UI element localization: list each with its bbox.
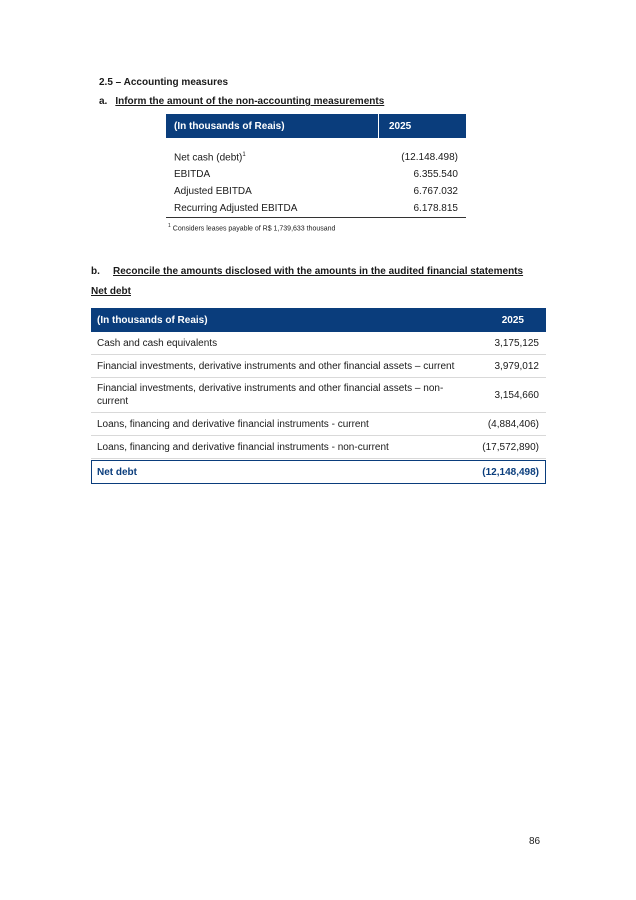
table-b-header [91,308,546,332]
row-value: 3,154,660 [494,389,539,401]
row-value: 6.178.815 [413,203,458,214]
table-row [91,332,546,355]
table-row [91,413,546,436]
footnote-text: Considers leases payable of R$ 1,739,633 thousand [172,225,336,233]
page-number: 86 [529,836,541,847]
table-row [91,436,546,459]
row-value: 3,979,012 [494,360,539,372]
row-label: Cash and cash equivalents [97,337,218,349]
table-a-header [166,114,466,138]
net-debt-title: Net debt [91,286,131,297]
table-b-header-col1: (In thousands of Reais) [97,314,208,326]
net-debt-table [91,308,546,484]
total-label: Net debt [97,466,137,478]
row-value: 6.767.032 [413,186,458,197]
item-a-text: Inform the amount of the non-accounting measurements [115,96,385,107]
row-label: EBITDA [174,169,211,180]
section-title: 2.5 – Accounting measures [99,77,229,88]
table-a-header-col1: (In thousands of Reais) [166,114,379,138]
table-a-footnote [168,223,335,232]
row-value: (17,572,890) [482,441,539,453]
row-label: Adjusted EBITDA [174,186,252,197]
total-value: (12,148,498) [482,466,539,478]
row-label: Financial investments, derivative instruments and other financial assets – current [97,360,455,372]
item-b-label: b. [91,266,100,277]
item-a-label: a. [99,96,108,107]
table-row [166,200,466,218]
item-a-heading [99,96,384,107]
row-value: 3,175,125 [494,337,539,349]
row-value: (4,884,406) [487,418,539,430]
row-label: Net cash (debt) [174,152,243,164]
table-a-header-col2: 2025 [389,120,412,132]
table-row [166,183,466,200]
row-label: Loans, financing and derivative financial instruments - non-current [97,441,389,453]
footnote-marker: 1 [168,223,171,229]
row-label: Loans, financing and derivative financial instruments - current [97,418,369,430]
row-value: 6.355.540 [413,169,458,180]
row-value: (12.148.498) [401,152,458,163]
table-row [166,149,466,166]
table-row [166,166,466,183]
table-row [91,378,546,413]
item-b-text: Reconcile the amounts disclosed with the amounts in the audited financial statements [113,266,524,277]
footnote-marker: 1 [242,151,246,158]
table-b-header-col2: 2025 [501,314,524,326]
non-accounting-measures-table [166,114,466,218]
table-row [91,355,546,378]
row-label: Financial investments, derivative instruments and other financial assets – non-current [97,383,444,407]
row-label: Recurring Adjusted EBITDA [174,203,298,214]
net-debt-total-row [91,460,546,484]
item-b-heading [91,266,523,277]
